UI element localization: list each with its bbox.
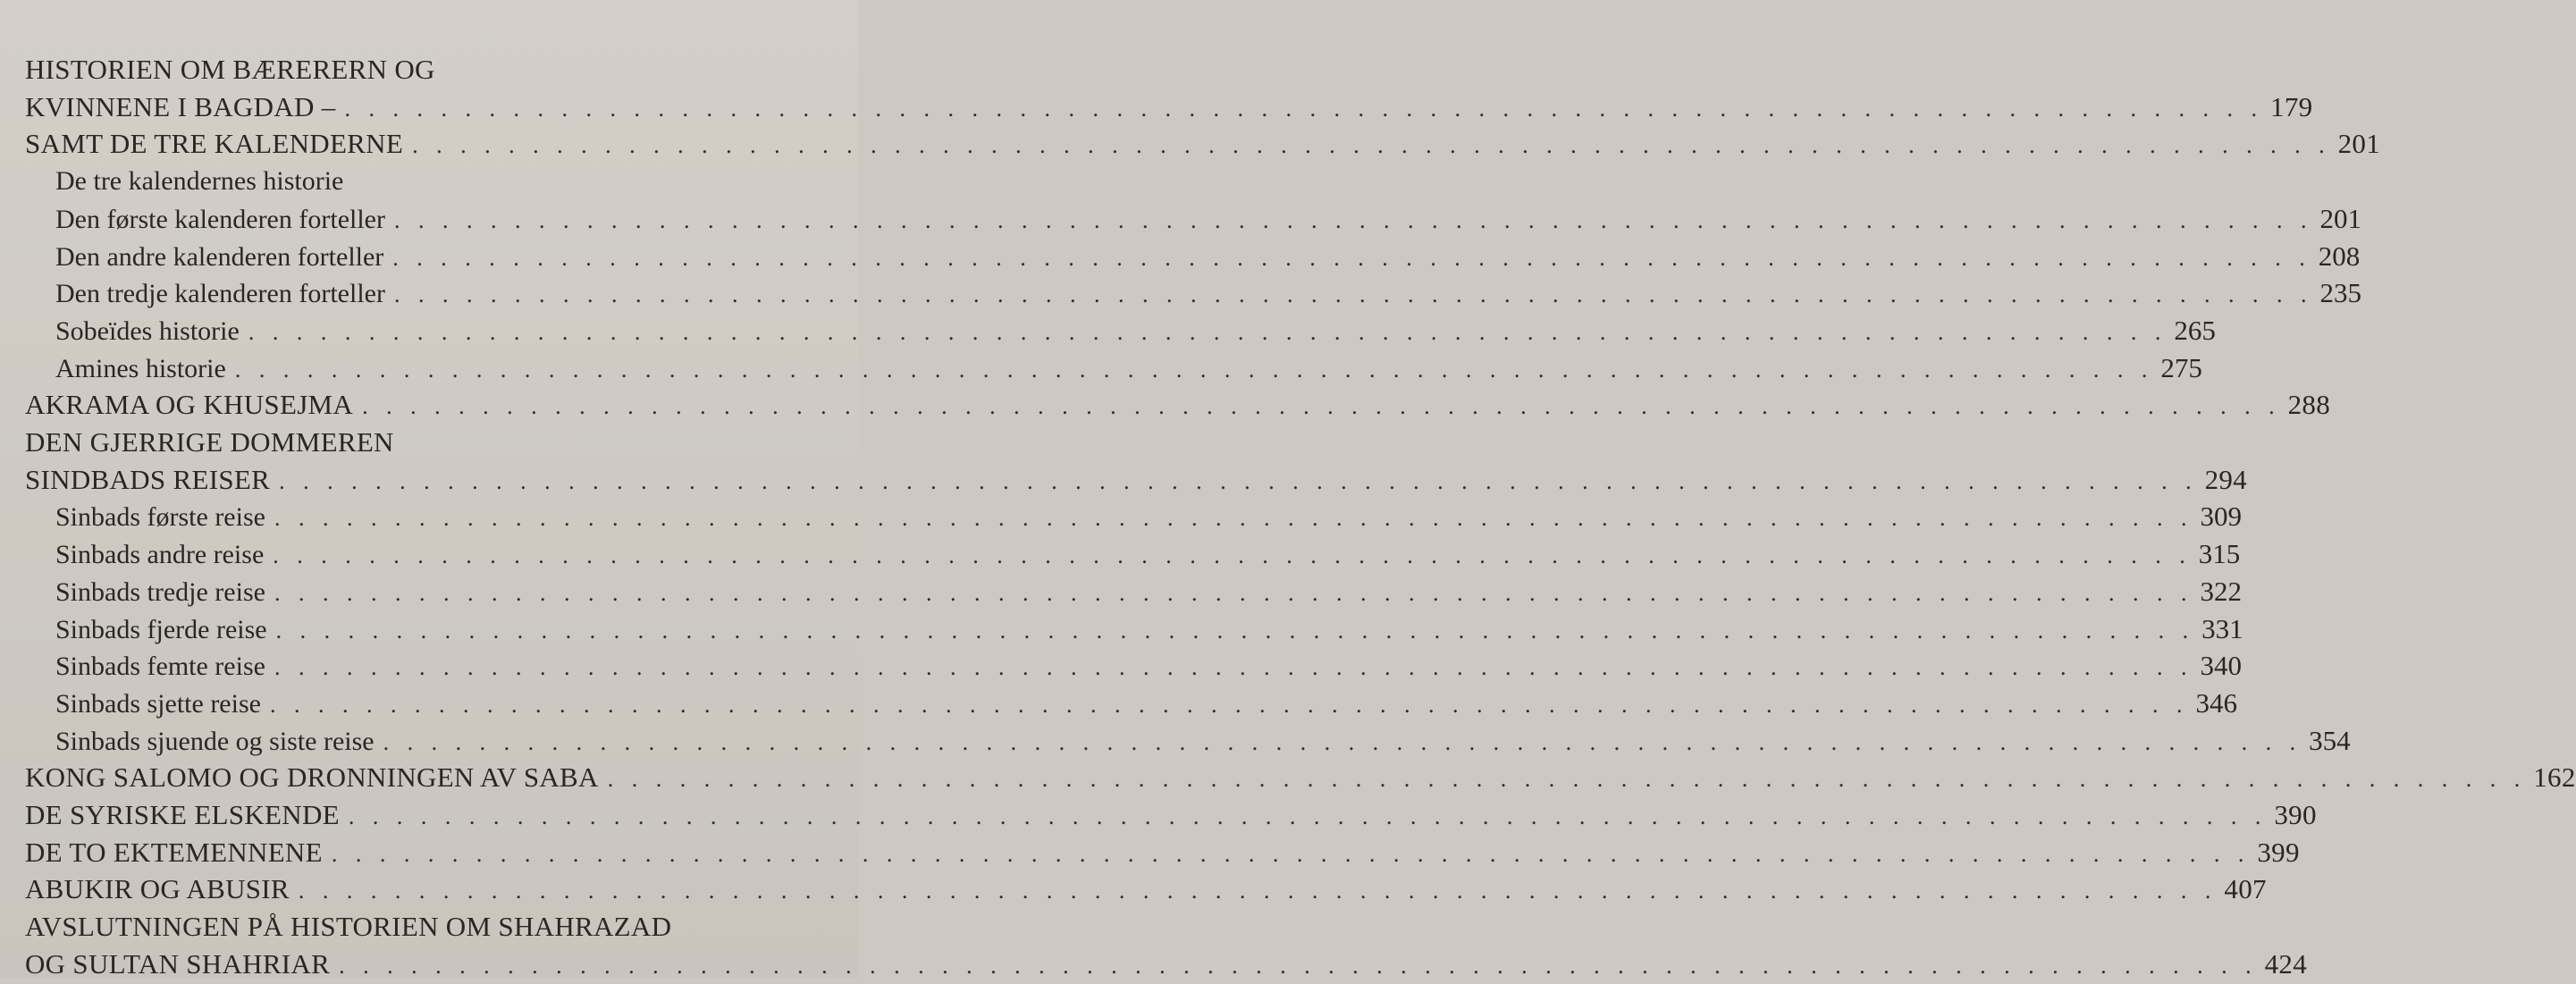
dot-leader: . . . . . . . . . . . . . . . . . . . . . . . . . . . . . . . . . . . . . . . . . . . . . . . . . . . . . . . . . . . . . . . . . . . . . . . . . . . . . . . . (274, 579, 2193, 606)
dot-leader: . . . . . . . . . . . . . . . . . . . . . . . . . . . . . . . . . . . . . . . . . . . . . . . . . . . . . . . . . . . . . . . . . . . . . . . . . . . . . . . . (298, 878, 2218, 904)
toc-entry (0, 648, 2242, 684)
dot-leader: . . . . . . . . . . . . . . . . . . . . . . . . . . . . . . . . . . . . . . . . . . . . . . . . . . . . . . . . . . . . . . . . . . . . . . . . . . . . . . . . (607, 766, 2527, 793)
toc-entry-page: 331 (2201, 612, 2243, 644)
toc-entry-title: HISTORIEN OM BÆRERERN OG (25, 54, 435, 85)
toc-entry-page: 179 (2270, 90, 2313, 122)
toc-entry-page: 201 (2319, 202, 2361, 234)
toc-entry-page: 235 (2319, 277, 2361, 309)
toc-entry-title: DEN GJERRIGE DOMMEREN (25, 426, 394, 458)
toc-entry (0, 275, 2361, 311)
toc-entry (0, 536, 2241, 572)
toc-entry (0, 946, 2307, 982)
dot-leader: . . . . . . . . . . . . . . . . . . . . . . . . . . . . . . . . . . . . . . . . . . . . . . . . . . . . . . . . . . . . . . . . . . . . . . . . . . . . . . . . (273, 542, 2192, 569)
toc-entry-title: Sinbads sjette reise (55, 688, 261, 719)
toc-entry-page: 424 (2264, 947, 2307, 980)
toc-entry (0, 574, 2242, 610)
toc-entry (0, 909, 846, 945)
toc-entry-page: 322 (2200, 575, 2242, 607)
dot-leader: . . . . . . . . . . . . . . . . . . . . . . . . . . . . . . . . . . . . . . . . . . . . . . . . . . . . . . . . . . . . . . . . . . . . . . . . . . . . . . . . (269, 691, 2189, 718)
toc-entry-page: 162 (2533, 761, 2576, 794)
toc-entry (0, 499, 2242, 534)
toc-entry-title: Sobeïdes historie (55, 315, 240, 346)
toc-entry (0, 89, 2313, 125)
dot-leader: . . . . . . . . . . . . . . . . . . . . . . . . . . . . . . . . . . . . . . . . . . . . . . . . . . . . . . . . . . . . . . . . . . . . . . . . . . . . . . . . (348, 803, 2268, 829)
toc-entry (0, 760, 2576, 795)
toc-entry (0, 835, 2300, 870)
toc-entry (0, 425, 846, 460)
toc-entry (0, 723, 2351, 759)
toc-entry-title: AKRAMA OG KHUSEJMA (25, 389, 354, 421)
toc-entry-title: SINDBADS REISER (25, 463, 271, 495)
dot-leader: . . . . . . . . . . . . . . . . . . . . . . . . . . . . . . . . . . . . . . . . . . . . . . . . . . . . . . . . . . . . . . . . . . . . . . . . . . . . . . . . (275, 617, 2195, 643)
toc-entry-title: Sinbads fjerde reise (55, 614, 267, 644)
toc-entry-title: OG SULTAN SHAHRIAR (25, 947, 331, 980)
toc-entry (0, 313, 2216, 349)
toc-entry-page: 201 (2337, 128, 2380, 160)
toc-entry-title: Amines historie (55, 353, 226, 383)
toc-entry (0, 871, 2267, 907)
toc-entry-page: 340 (2200, 650, 2242, 682)
toc-entry (0, 164, 846, 199)
toc-entry-page: 288 (2287, 389, 2331, 421)
toc-entry-title: DE SYRISKE ELSKENDE (25, 799, 340, 830)
dot-leader: . . . . . . . . . . . . . . . . . . . . . . . . . . . . . . . . . . . . . . . . . . . . . . . . . . . . . . . . . . . . . . . . . . . . . . . . . . . . . . . . (331, 840, 2251, 867)
toc-entry-title: KONG SALOMO OG DRONNINGEN AV SABA (25, 761, 599, 794)
toc-entry-title: DE TO EKTEMENNENE (25, 836, 323, 868)
toc-entry (0, 387, 2331, 423)
toc-entry (0, 462, 2247, 498)
toc-entry-page: 390 (2274, 799, 2317, 830)
toc-entry-title: Den tredje kalenderen forteller (55, 279, 385, 309)
dot-leader: . . . . . . . . . . . . . . . . . . . . . . . . . . . . . . . . . . . . . . . . . . . . . . . . . . . . . . . . . . . . . . . . . . . . . . . . . . . . . . . . (393, 282, 2313, 308)
toc-entry-title: Sinbads sjuende og siste reise (55, 726, 375, 756)
dot-leader: . . . . . . . . . . . . . . . . . . . . . . . . . . . . . . . . . . . . . . . . . . . . . . . . . . . . . . . . . . . . . . . . . . . . . . . . . . . . . . . . (248, 318, 2168, 345)
toc-entry-page: 399 (2257, 836, 2300, 868)
toc-entry-title: ABUKIR OG ABUSIR (25, 873, 290, 905)
toc-entry-title: Den andre kalenderen forteller (55, 241, 384, 272)
toc-entry-title: Sinbads femte reise (55, 652, 265, 682)
toc-entry (0, 611, 2243, 647)
dot-leader: . . . . . . . . . . . . . . . . . . . . . . . . . . . . . . . . . . . . . . . . . . . . . . . . . . . . . . . . . . . . . . . . . . . . . . . . . . . . . . . . (274, 505, 2193, 532)
toc-entry-title: Sinbads tredje reise (55, 576, 265, 607)
toc-entry-title: SAMT DE TRE KALENDERNE (25, 128, 404, 160)
toc-entry-page: 315 (2198, 538, 2241, 570)
toc-entry-page: 208 (2318, 240, 2361, 272)
dot-leader: . . . . . . . . . . . . . . . . . . . . . . . . . . . . . . . . . . . . . . . . . . . . . . . . . . . . . . . . . . . . . . . . . . . . . . . . . . . . . . . . (412, 132, 2331, 159)
toc-entry (0, 126, 2380, 162)
toc-entry-page: 309 (2200, 500, 2242, 533)
dot-leader: . . . . . . . . . . . . . . . . . . . . . . . . . . . . . . . . . . . . . . . . . . . . . . . . . . . . . . . . . . . . . . . . . . . . . . . . . . . . . . . . (383, 728, 2302, 755)
dot-leader: . . . . . . . . . . . . . . . . . . . . . . . . . . . . . . . . . . . . . . . . . . . . . . . . . . . . . . . . . . . . . . . . . . . . . . . . . . . . . . . . (392, 244, 2311, 271)
dot-leader: . . . . . . . . . . . . . . . . . . . . . . . . . . . . . . . . . . . . . . . . . . . . . . . . . . . . . . . . . . . . . . . . . . . . . . . . . . . . . . . . (362, 393, 2281, 420)
toc-entry (0, 350, 2202, 386)
toc-entry-title: De tre kalendernes historie (55, 166, 344, 197)
toc-entry-page: 265 (2174, 314, 2216, 346)
toc-entry-title: Sinbads andre reise (55, 540, 265, 570)
dot-leader: . . . . . . . . . . . . . . . . . . . . . . . . . . . . . . . . . . . . . . . . . . . . . . . . . . . . . . . . . . . . . . . . . . . . . . . . . . . . . . . . (274, 654, 2193, 681)
toc-entry-page: 407 (2224, 873, 2267, 905)
toc-entry-title: Sinbads første reise (55, 502, 265, 533)
dot-leader: . . . . . . . . . . . . . . . . . . . . . . . . . . . . . . . . . . . . . . . . . . . . . . . . . . . . . . . . . . . . . . . . . . . . . . . . . . . . . . . . (339, 952, 2258, 979)
toc-entry-page: 275 (2160, 351, 2202, 383)
dot-leader: . . . . . . . . . . . . . . . . . . . . . . . . . . . . . . . . . . . . . . . . . . . . . . . . . . . . . . . . . . . . . . . . . . . . . . . . . . . . . . . . (234, 356, 2154, 383)
dot-leader: . . . . . . . . . . . . . . . . . . . . . . . . . . . . . . . . . . . . . . . . . . . . . . . . . . . . . . . . . . . . . . . . . . . . . . . . . . . . . . . . (279, 467, 2198, 494)
toc-entry-title: AVSLUTNINGEN PÅ HISTORIEN OM SHAHRAZAD (25, 911, 672, 943)
toc-entry (0, 685, 2237, 721)
dot-leader: . . . . . . . . . . . . . . . . . . . . . . . . . . . . . . . . . . . . . . . . . . . . . . . . . . . . . . . . . . . . . . . . . . . . . . . . . . . . . . . . (344, 95, 2264, 122)
toc-entry-title: KVINNENE I BAGDAD – (25, 90, 336, 122)
dot-leader: . . . . . . . . . . . . . . . . . . . . . . . . . . . . . . . . . . . . . . . . . . . . . . . . . . . . . . . . . . . . . . . . . . . . . . . . . . . . . . . . (393, 206, 2313, 233)
toc-entry-page: 346 (2195, 686, 2237, 719)
toc-entry (0, 52, 846, 88)
toc-entry-title: Den første kalenderen forteller (55, 204, 385, 234)
toc-entry (0, 797, 2317, 833)
toc-entry (0, 201, 2361, 237)
toc-entry-page: 294 (2204, 463, 2247, 495)
toc-entry (0, 239, 2361, 274)
toc-entry-page: 354 (2309, 724, 2351, 756)
